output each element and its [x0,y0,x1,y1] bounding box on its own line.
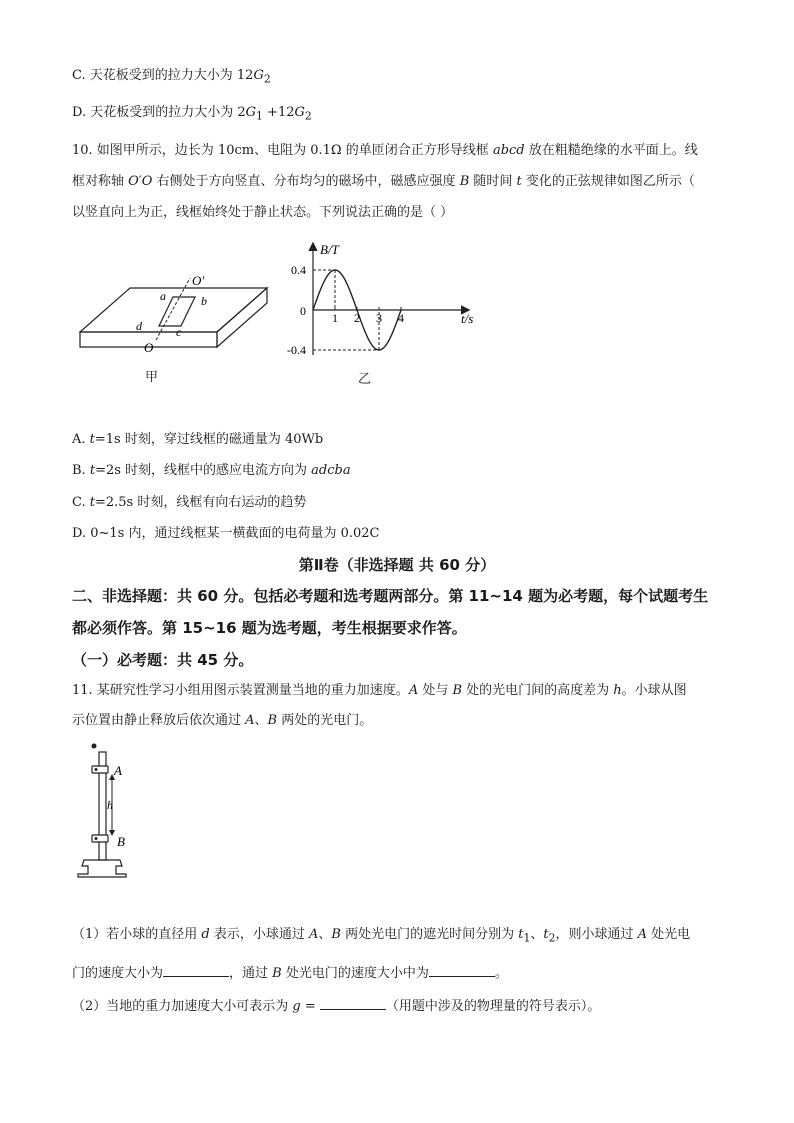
var-b: B [272,966,282,981]
var-b: B [331,927,341,942]
q9-option-c [72,66,271,90]
stem-text: 。小球从图 [621,683,687,698]
stem-text: 。 [494,966,508,981]
stem-text: 门的速度大小为 [72,966,164,981]
answer-blank-vb[interactable] [429,962,495,977]
q10-stem-line1 [72,141,698,161]
board-side [217,288,267,347]
subscript: 2 [304,109,312,123]
var-t: t [89,432,95,447]
label-h: h [107,798,113,812]
q10-option-d [72,524,380,544]
stem-text: 两处光电门的遮光时间分别为 [340,927,519,942]
stem-text: 随时间 [469,174,517,189]
option-text: B. [72,463,90,478]
var-abcd: abcd [492,143,525,158]
option-text: =2s 时刻，线框中的感应电流方向为 [95,463,312,478]
subscript: 1 [523,931,531,945]
q11-stem-line1 [72,681,687,701]
figure-jia [70,268,270,383]
q10-stem-line3 [72,203,453,223]
var-direction: adcba [311,463,351,478]
var-b: B [459,174,470,189]
x-tick-label: 3 [376,311,382,325]
stem-text: 处光电 [647,927,691,942]
x-tick-label: 4 [398,311,404,325]
subscript: 2 [548,931,556,945]
figure-yi-chart [280,240,480,365]
origin-label: 0 [300,304,306,318]
ball-icon [92,744,97,749]
stem-text: 、 [254,713,268,728]
var-t1: t [518,927,524,942]
var-g1: G [245,105,257,120]
subscript: 1 [256,109,263,123]
var-t: t [89,463,96,478]
stem-text: 处与 [418,683,453,698]
photogate-b [92,835,108,842]
board-top [80,288,267,332]
figure-photogate-apparatus [70,738,150,880]
stem-text: （2）当地的重力加速度大小可表示为 [72,999,293,1014]
stem-text: 处的光电门间的高度差为 [462,683,614,698]
label-b: B [117,834,125,849]
y-axis-label: B/T [320,242,339,257]
stem-text: （1）若小球的直径用 [72,927,202,942]
var-b: B [267,713,278,728]
photogate-b-sensor [95,837,98,840]
var-g: g [292,999,301,1014]
x-axis-label: t/s [461,311,474,326]
option-text: D. 天花板受到的拉力大小为 2 [72,105,246,120]
option-text: =1s 时刻，穿过线框的磁通量为 40Wb [94,432,324,447]
var-a: A [637,927,648,942]
stem-text: = [300,999,320,1014]
q10-option-b [72,461,351,481]
stem-text: 示位置由静止释放后依次通过 [72,713,246,728]
stem-text: 变化的正弦规律如图乙所示（ [521,174,695,189]
corner-d: d [136,319,142,333]
q9-option-d [72,103,312,127]
stem-text: 放在粗糙绝缘的水平面上。线 [524,143,698,158]
option-text: D. 0~1s 内，通过线框某一横截面的电荷量为 0.02C [72,526,380,541]
stem-text: 框对称轴 [72,174,129,189]
stem-text: 两处的光电门。 [277,713,373,728]
stem-text: 以竖直向上为正，线框始终处于静止状态。下列说法正确的是（ ） [72,205,454,220]
stand-base [78,860,126,877]
axis-label-o-prime: O′ [192,273,205,288]
y-tick-label: -0.4 [287,343,306,357]
stem-text: （用题中涉及的物理量的符号表示）。 [385,999,601,1014]
var-t: t [89,495,95,510]
section2-heading-line2: 都必须作答。第 15~16 题为选考题，考生根据要求作答。 [72,619,467,637]
q11-part2 [72,995,600,1017]
corner-b: b [201,294,207,308]
answer-blank-g[interactable] [320,995,386,1010]
stem-text: 11. 某研究性学习小组用图示装置测量当地的重力加速度。 [72,683,409,698]
option-text: +12 [262,105,295,120]
option-text: C. [72,495,90,510]
stem-text: ，则小球通过 [555,927,638,942]
symmetry-axis [156,278,190,340]
var-h: h [613,683,622,698]
var-t: t [516,174,522,189]
var-g: G [253,68,264,83]
var-g2: G [294,105,305,120]
section2-title: 第Ⅱ卷（非选择题 共 60 分） [298,556,496,574]
photogate-a [92,766,108,773]
figure-jia-caption: 甲 [145,370,159,385]
stem-text: 处光电门的速度大小中为 [281,966,429,981]
answer-blank-va[interactable] [163,962,229,977]
stem-text: ，通过 [229,966,273,981]
section2-subheading: （一）必考题：共 45 分。 [72,651,254,669]
section2-heading-line1: 二、非选择题：共 60 分。包括必考题和选考题两部分。第 11~14 题为必考题，每个试题考生 [72,587,709,605]
x-tick-label: 2 [354,311,360,325]
option-text: C. 天花板受到的拉力大小为 12 [72,68,254,83]
stem-text: 10. 如图甲所示，边长为 10cm、电阻为 0.1Ω 的单匝闭合正方形导线框 [72,143,493,158]
option-text: =2.5s 时刻，线框有向右运动的趋势 [94,495,307,510]
var-a: A [408,683,419,698]
x-tick-label: 1 [332,311,338,325]
stem-text: 右侧处于方向竖直、分布均匀的磁场中，磁感应强度 [152,174,460,189]
q11-part1-line1 [72,925,690,949]
subscript: 2 [263,72,271,86]
var-a: A [245,713,255,728]
var-d: d [201,927,210,942]
photogate-a-sensor [95,768,98,771]
var-a: A [309,927,319,942]
stem-text: 表示，小球通过 [209,927,309,942]
q11-stem-line2 [72,711,372,731]
axis-label-o: O [144,340,154,355]
stem-text: 、 [318,927,332,942]
q10-option-c [72,493,306,513]
var-axis: O′O [128,174,153,189]
y-tick-label: 0.4 [291,263,306,277]
corner-a: a [160,289,166,303]
var-b: B [452,683,463,698]
label-a: A [114,763,122,778]
arrow-down-icon [109,830,115,836]
figure-yi-caption: 乙 [358,372,372,387]
q10-option-a [72,430,323,450]
var-t2: t [543,927,549,942]
corner-c: c [176,325,182,339]
option-text: A. [72,432,90,447]
q10-stem-line2 [72,172,695,192]
stem-text: 、 [530,927,544,942]
q11-part1-line2 [72,962,508,984]
